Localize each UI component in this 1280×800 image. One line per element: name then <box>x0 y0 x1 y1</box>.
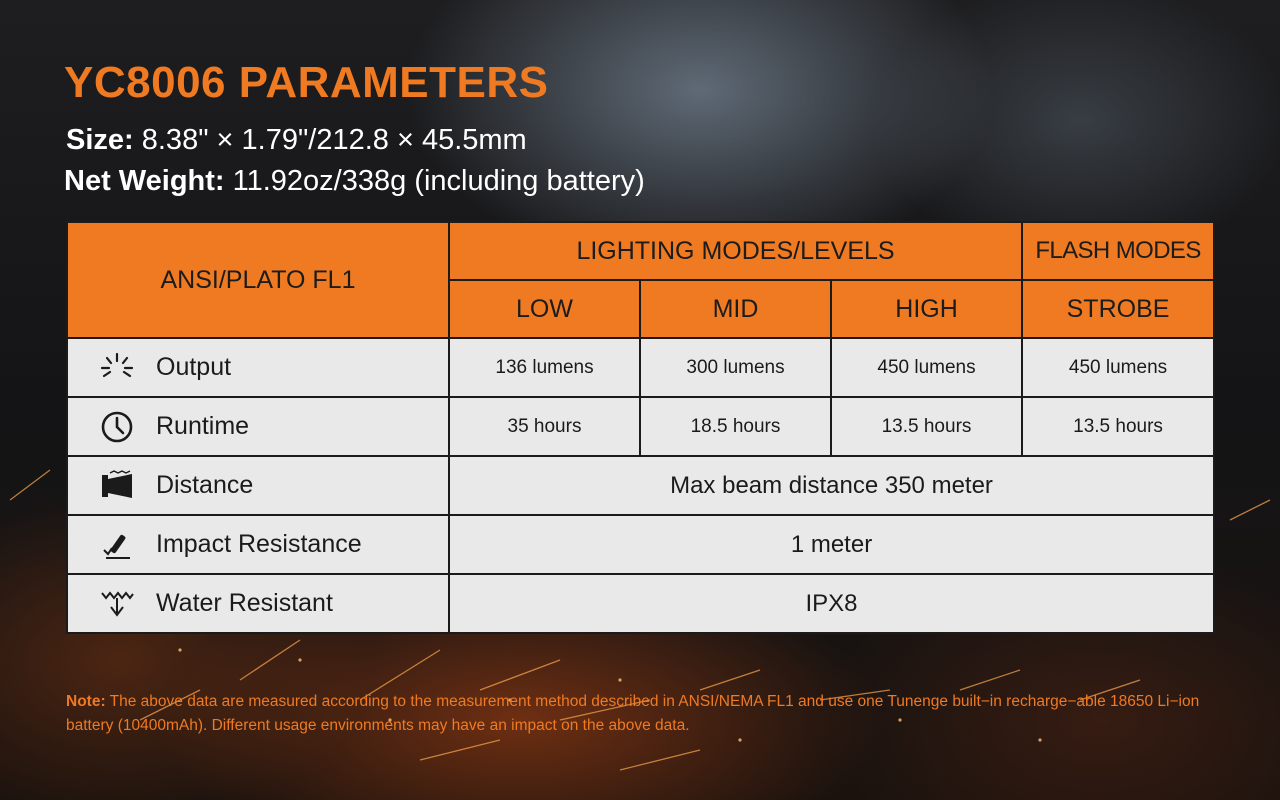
runtime-mid-value: 18.5 hours <box>640 397 831 456</box>
table-row-water <box>67 574 1214 633</box>
size-label: Size: <box>66 124 134 156</box>
table-row-distance <box>67 456 1214 515</box>
row-label-cell <box>67 397 449 456</box>
lighting-modes-header: LIGHTING MODES/LEVELS <box>449 222 1022 280</box>
row-label: Distance <box>156 471 254 499</box>
row-label: Impact Resistance <box>156 530 362 558</box>
parameters-table <box>66 221 1215 634</box>
distance-value: Max beam distance 350 meter <box>449 456 1214 515</box>
mode-header-low: LOW <box>449 280 640 338</box>
output-high-value: 450 lumens <box>831 338 1022 397</box>
note-label: Note: <box>66 693 106 710</box>
row-label: Water Resistant <box>156 589 333 617</box>
drop-impact-icon <box>100 528 134 562</box>
mode-header-strobe: STROBE <box>1022 280 1214 338</box>
size-spec <box>66 124 527 157</box>
row-label-cell <box>67 456 449 515</box>
row-label-cell <box>67 515 449 574</box>
weight-label: Net Weight: <box>64 165 225 197</box>
weight-spec <box>64 165 645 198</box>
weight-value: 11.92oz/338g (including battery) <box>232 165 645 197</box>
table-row-output <box>67 338 1214 397</box>
beam-icon <box>100 469 134 503</box>
mode-header-mid: MID <box>640 280 831 338</box>
mode-header-high: HIGH <box>831 280 1022 338</box>
table-row-runtime <box>67 397 1214 456</box>
output-strobe-value: 450 lumens <box>1022 338 1214 397</box>
runtime-strobe-value: 13.5 hours <box>1022 397 1214 456</box>
standard-header: ANSI/PLATO FL1 <box>67 222 449 338</box>
note-text: The above data are measured according to the measurement method described in ANSI/NEMA FL1 and use one Tunenge built−in recharge−able 18650 Li−ion battery (10400mAh). Different usage environments may have an impact on the above data. <box>66 693 1200 734</box>
flash-modes-header: FLASH MODES <box>1022 222 1214 280</box>
footnote <box>66 690 1216 738</box>
water-value: IPX8 <box>449 574 1214 633</box>
size-value: 8.38" × 1.79"/212.8 × 45.5mm <box>141 124 527 156</box>
row-label-cell <box>67 338 449 397</box>
runtime-high-value: 13.5 hours <box>831 397 1022 456</box>
output-mid-value: 300 lumens <box>640 338 831 397</box>
row-label: Runtime <box>156 412 250 440</box>
burst-icon <box>100 351 134 385</box>
row-label: Output <box>156 353 232 381</box>
output-low-value: 136 lumens <box>449 338 640 397</box>
impact-value: 1 meter <box>449 515 1214 574</box>
runtime-low-value: 35 hours <box>449 397 640 456</box>
row-label-cell <box>67 574 449 633</box>
water-drop-icon <box>100 587 134 621</box>
page-title: YC8006 PARAMETERS <box>64 58 549 107</box>
table-row-impact <box>67 515 1214 574</box>
clock-icon <box>100 410 134 444</box>
